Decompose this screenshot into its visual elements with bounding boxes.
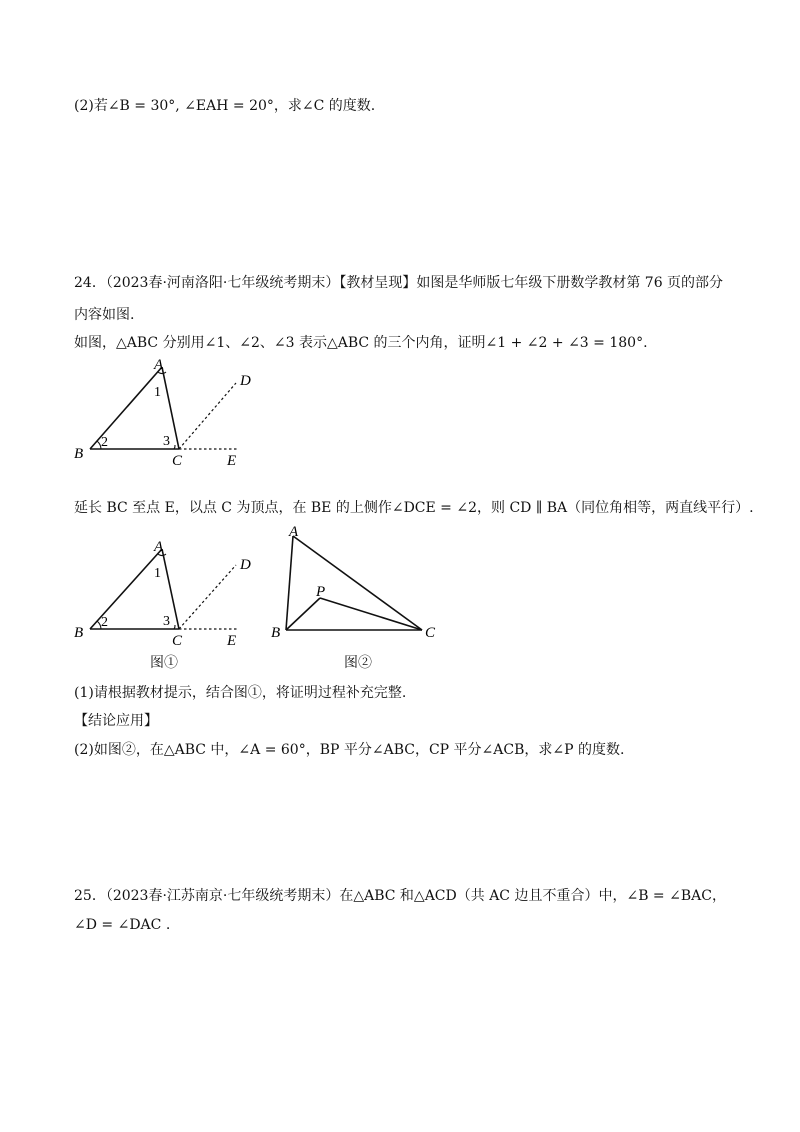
label-a: A <box>154 357 164 373</box>
label-d: D <box>240 373 251 389</box>
fig2-label-b: B <box>271 625 281 641</box>
fig1-label-angle-3: 3 <box>163 614 170 629</box>
q24-section: 【结论应用】 <box>74 713 158 729</box>
fig2-side-ac <box>293 536 422 630</box>
fig1-label-a: A <box>154 539 164 555</box>
q25-header: 25．（2023春·江苏南京·七年级统考期末）在△ABC 和△ACD（共 AC 边且不重合）中，∠B = ∠BAC， <box>74 888 726 904</box>
q24-extend: 延长 BC 至点 E，以点 C 为顶点，在 BE 的上侧作∠DCE = ∠2，则 CD ∥ BA（同位角相等，两直线平行）. <box>74 500 754 516</box>
label-angle-3: 3 <box>163 434 170 449</box>
q24-statement: 如图，△ABC 分别用∠1、∠2、∠3 表示△ABC 的三个内角，证明∠1 + ∠2 + ∠3 = 180°. <box>74 335 648 351</box>
fig2-side-ab <box>286 536 293 630</box>
label-e: E <box>227 453 237 469</box>
triangle-figure-top <box>70 355 260 474</box>
label-angle-2: 2 <box>101 435 108 450</box>
fig1-angle-3-arc <box>174 625 175 629</box>
q24-header-cont: 内容如图. <box>74 307 135 323</box>
label-angle-1: 1 <box>154 385 161 400</box>
fig2-segment-bp <box>286 598 320 630</box>
q24-part1: (1)请根据教材提示，结合图①，将证明过程补充完整. <box>74 685 407 701</box>
fig1-label-b: B <box>74 625 84 641</box>
figure-2-svg <box>265 520 450 650</box>
q24-part2: (2)如图②，在△ABC 中，∠A = 60°，BP 平分∠ABC，CP 平分∠ACB，求∠P 的度数. <box>74 742 625 758</box>
fig1-label-angle-2: 2 <box>101 615 108 630</box>
ray-cd <box>179 383 236 449</box>
triangle-figure-top-svg <box>70 355 260 470</box>
label-c: C <box>172 453 183 469</box>
figure-1-caption: 图① <box>150 655 178 671</box>
angle-3-arc <box>174 445 175 449</box>
figure-2-caption: 图② <box>344 655 372 671</box>
figure-1-svg <box>70 537 260 652</box>
fig1-label-e: E <box>227 633 237 649</box>
fig2-label-c: C <box>425 625 436 641</box>
fig1-label-d: D <box>240 557 251 573</box>
fig2-label-a: A <box>289 524 299 540</box>
fig2-segment-cp <box>320 598 422 630</box>
figure-1 <box>70 537 260 656</box>
q24-header: 24．（2023春·河南洛阳·七年级统考期末）【教材呈现】如图是华师版七年级下册数学教材第 76 页的部分 <box>74 275 724 291</box>
label-b: B <box>74 446 84 462</box>
figure-2 <box>265 520 450 654</box>
fig1-ray-cd <box>179 565 236 629</box>
q23-part2: (2)若∠B = 30°, ∠EAH = 20°，求∠C 的度数. <box>74 98 376 114</box>
q25-header-cont: ∠D = ∠DAC . <box>74 917 171 933</box>
fig1-label-c: C <box>172 633 183 649</box>
fig1-label-angle-1: 1 <box>154 566 161 581</box>
fig2-label-p: P <box>316 584 326 600</box>
